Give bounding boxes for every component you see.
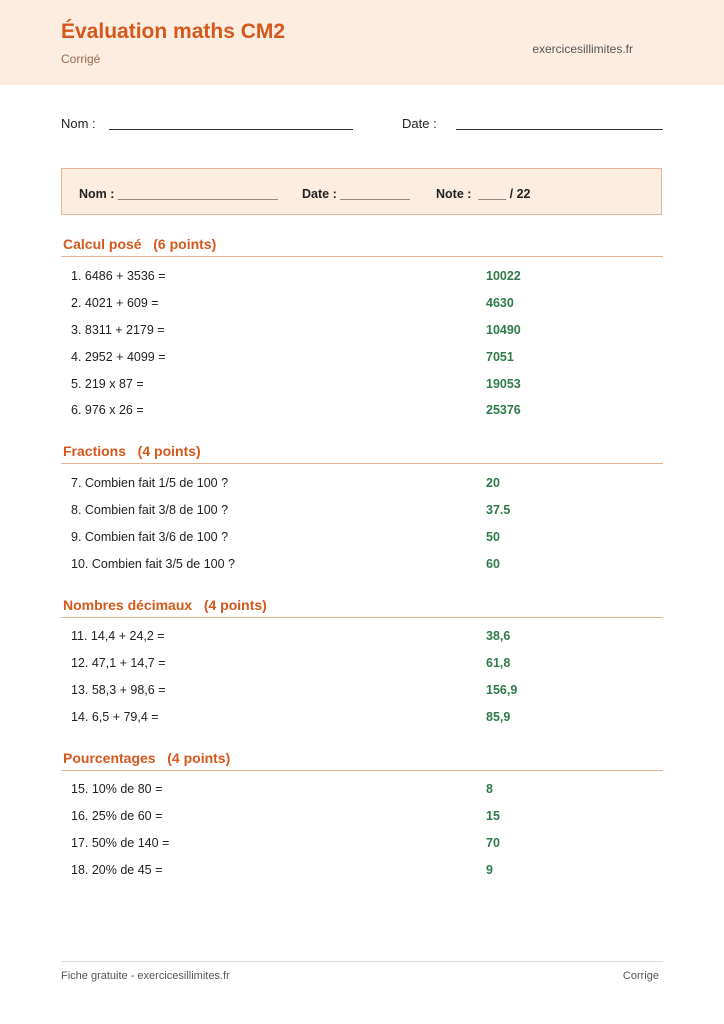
answer: 37.5 (486, 503, 511, 517)
answer: 70 (486, 836, 500, 850)
question: 2. 4021 + 609 = (71, 296, 159, 310)
score-box-name: Nom : _______________________ (79, 187, 278, 201)
question: 15. 10% de 80 = (71, 782, 163, 796)
answer: 60 (486, 557, 500, 571)
answer: 85,9 (486, 710, 511, 724)
question: 11. 14,4 + 24,2 = (71, 629, 165, 643)
score-box-date: Date : __________ (302, 187, 410, 201)
question: 1. 6486 + 3536 = (71, 269, 166, 283)
answer: 10490 (486, 323, 521, 337)
answer: 9 (486, 863, 493, 877)
footer-divider (61, 961, 663, 962)
footer-label: Corrige (622, 970, 659, 982)
answer: 156,9 (486, 683, 518, 697)
question: 10. Combien fait 3/5 de 100 ? (71, 557, 236, 571)
question: 12. 47,1 + 14,7 = (71, 656, 166, 670)
name-label: Nom : (61, 116, 96, 131)
section-divider (61, 256, 663, 257)
question: 9. Combien fait 3/6 de 100 ? (71, 530, 229, 544)
footer-source: Fiche gratuite - exercicesillimites.fr (61, 970, 230, 982)
question: 7. Combien fait 1/5 de 100 ? (71, 476, 229, 490)
answer: 8 (486, 782, 493, 796)
page-subtitle: Corrigé (61, 52, 101, 66)
section-divider (61, 770, 663, 771)
question: 4. 2952 + 4099 = (71, 350, 166, 364)
section-title: Pourcentages (4 points) (63, 750, 231, 766)
name-line (109, 129, 353, 130)
answer: 50 (486, 530, 500, 544)
question: 17. 50% de 140 = (71, 836, 170, 850)
question: 8. Combien fait 3/8 de 100 ? (71, 503, 229, 517)
answer: 38,6 (486, 629, 511, 643)
date-label: Date : (402, 116, 437, 131)
score-box-note: Note : ____ / 22 (436, 187, 531, 201)
answer: 15 (486, 809, 500, 823)
section-title: Calcul posé (6 points) (63, 236, 217, 252)
section-divider (61, 463, 663, 464)
question: 14. 6,5 + 79,4 = (71, 710, 159, 724)
section-divider (61, 617, 663, 618)
date-line (456, 129, 663, 130)
question: 16. 25% de 60 = (71, 809, 163, 823)
answer: 10022 (486, 269, 521, 283)
question: 18. 20% de 45 = (71, 863, 163, 877)
site-name: exercicesillimites.fr (532, 42, 633, 56)
section-title: Nombres décimaux (4 points) (63, 597, 267, 613)
answer: 19053 (486, 377, 521, 391)
score-box (61, 168, 662, 215)
question: 3. 8311 + 2179 = (71, 323, 165, 337)
page-header (0, 0, 724, 85)
answer: 4630 (486, 296, 514, 310)
answer: 25376 (486, 403, 521, 417)
question: 13. 58,3 + 98,6 = (71, 683, 166, 697)
page-title: Évaluation maths CM2 (61, 20, 286, 43)
answer: 20 (486, 476, 500, 490)
question: 6. 976 x 26 = (71, 403, 144, 417)
answer: 7051 (486, 350, 514, 364)
section-title: Fractions (4 points) (63, 443, 201, 459)
answer: 61,8 (486, 656, 511, 670)
question: 5. 219 x 87 = (71, 377, 144, 391)
